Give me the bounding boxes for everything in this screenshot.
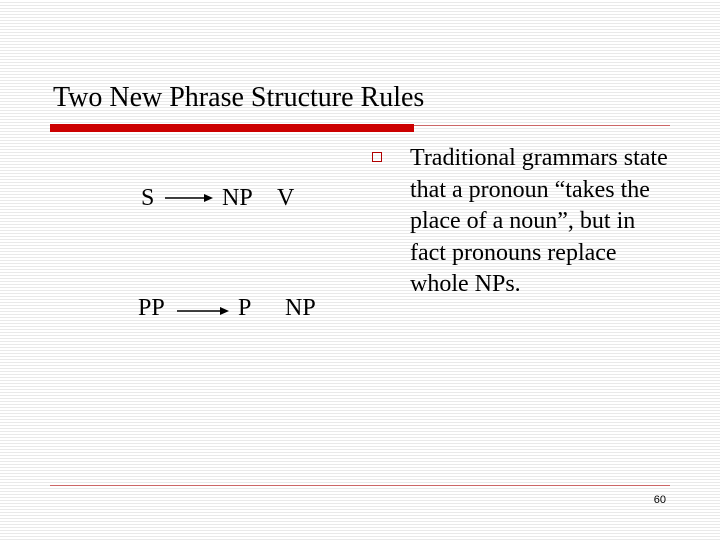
title-divider-line	[414, 125, 670, 126]
rule-2-arrow-icon	[176, 304, 230, 318]
page-number: 60	[653, 494, 666, 506]
rule-2-lhs: PP	[138, 295, 165, 321]
rule-2-rhs-p: P	[238, 295, 252, 321]
bullet-text: Traditional grammars state that a pronoun “takes the place of a noun”, but in fact pronouns replace whole NPs.	[410, 145, 668, 298]
slide-title: Two New Phrase Structure Rules	[53, 82, 425, 113]
rule-1-arrow-icon	[164, 191, 214, 205]
footer-divider-line	[50, 485, 670, 486]
hollow-square-bullet-icon	[372, 152, 382, 162]
rule-2-rhs-np: NP	[285, 295, 316, 321]
rule-1-rhs-v: V	[277, 185, 295, 211]
rule-1-lhs: S	[141, 185, 155, 211]
rule-1-rhs-np: NP	[222, 185, 253, 211]
title-accent-bar	[50, 124, 414, 132]
